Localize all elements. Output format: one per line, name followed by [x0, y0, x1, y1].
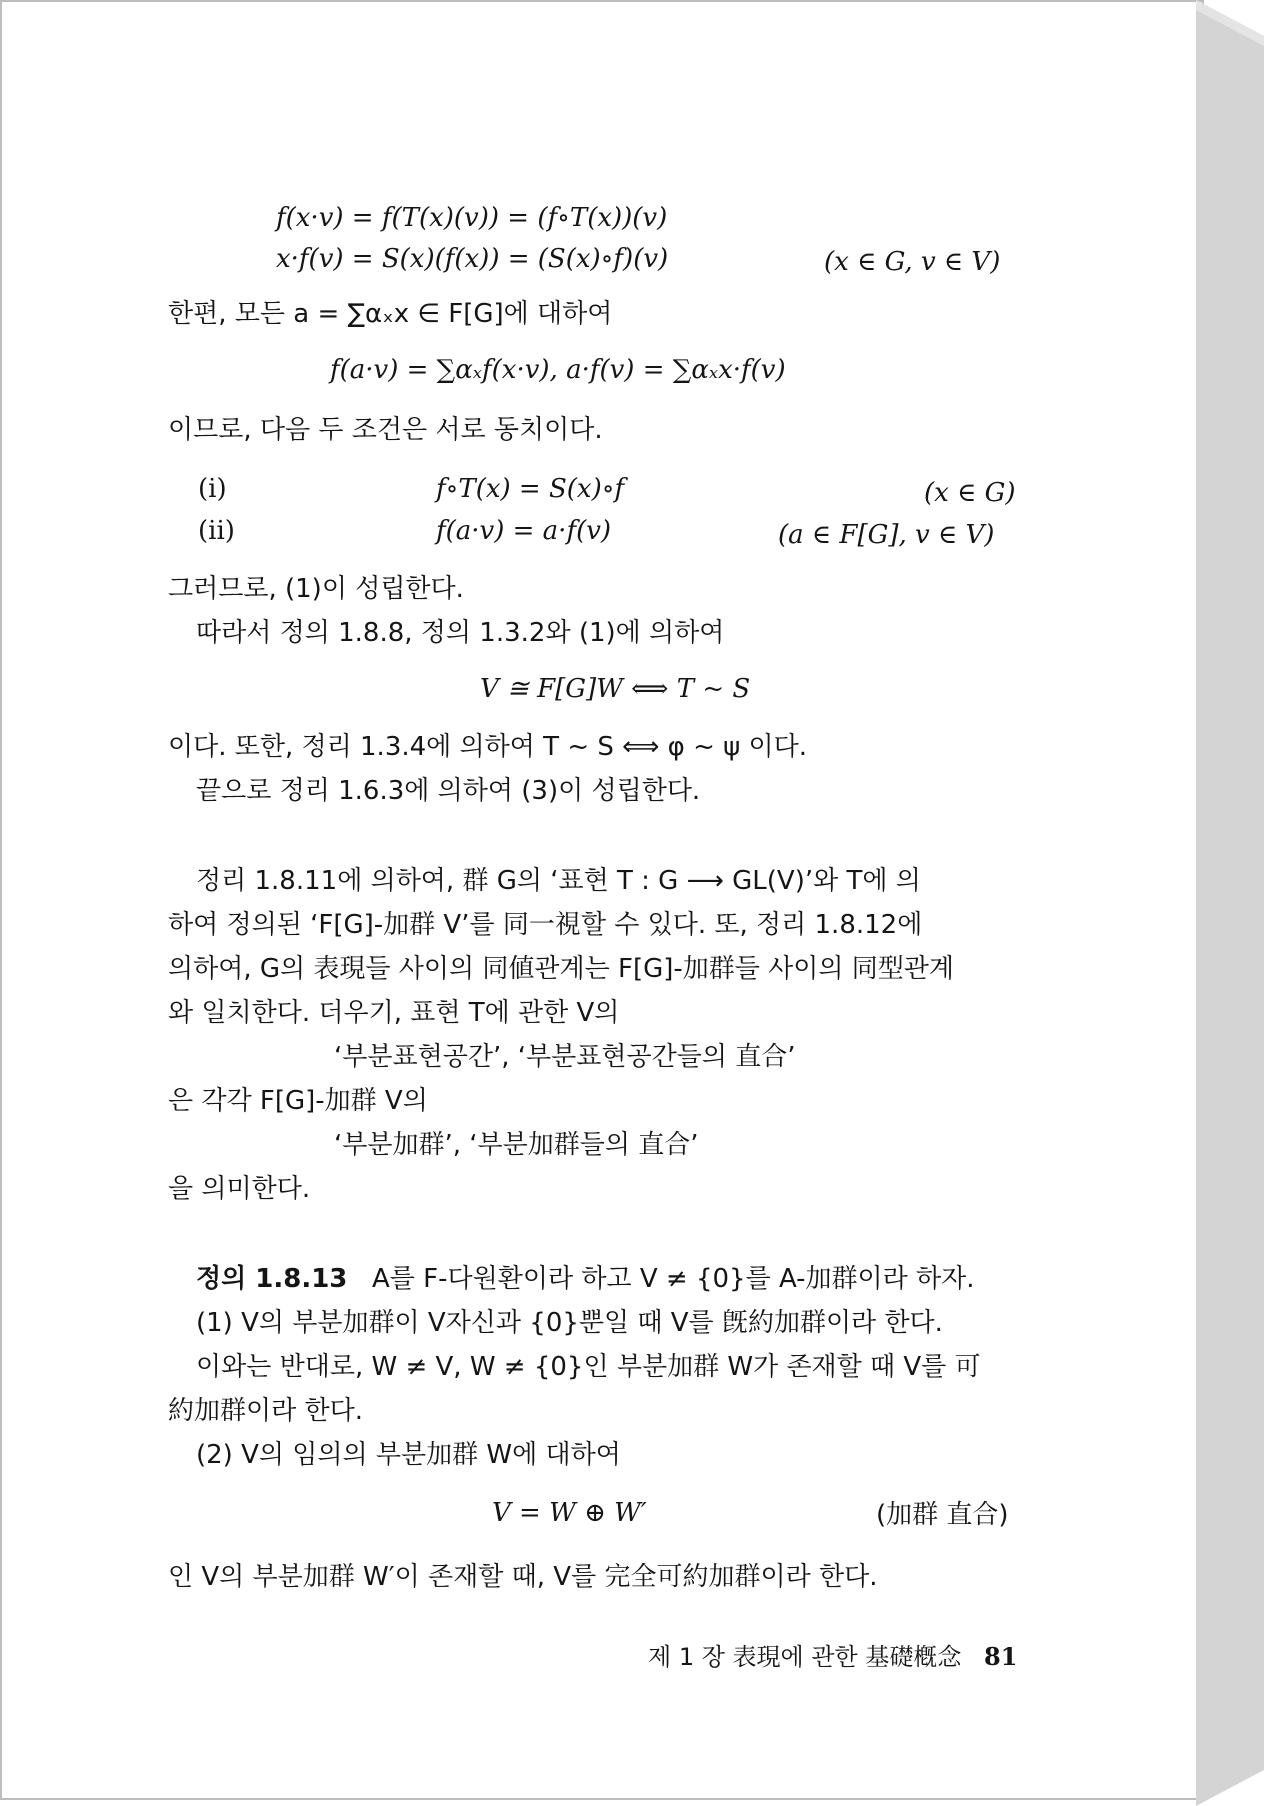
paragraph-2-line-2: 하여 정의된 ‘F[G]-加群 V’를 同一視할 수 있다. 또, 정리 1.8.12에 [168, 910, 923, 940]
paragraph-2-line-6: 은 각각 F[G]-加群 V의 [168, 1086, 428, 1116]
text-geureomuro: 그러므로, (1)이 성립한다. [168, 574, 464, 604]
paragraph-2-line-5: ‘부분표현공간’, ‘부분표현공간들의 直合’ [334, 1042, 796, 1072]
text-ida: 이다. 또한, 정리 1.3.4에 의하여 T ~ S ⟺ φ ~ ψ 이다. [168, 732, 808, 762]
paragraph-2-line-8: 을 의미한다. [168, 1174, 311, 1204]
equation-2-condition: (x ∈ G, v ∈ V) [824, 247, 1001, 277]
paragraph-2-line-3: 의하여, G의 表現들 사이의 同値관계는 F[G]-加群들 사이의 同型관계 [168, 954, 955, 984]
text-kkeut: 끝으로 정리 1.6.3에 의하여 (3)이 성립한다. [196, 776, 701, 806]
page-edge-shadow [1196, 0, 1272, 1806]
text-ttaraseo: 따라서 정의 1.8.8, 정의 1.3.2와 (1)에 의하여 [196, 618, 725, 648]
paragraph-2-line-7: ‘부분加群’, ‘부분加群들의 直合’ [334, 1130, 699, 1160]
condition-2-label: (ii) [198, 516, 235, 546]
definition-line-5: (2) V의 임의의 부분加群 W에 대하여 [196, 1440, 621, 1470]
definition-line-3: 이와는 반대로, W ≠ V, W ≠ {0}인 부분加群 W가 존재할 때 V를 可 [196, 1352, 981, 1382]
definition-line-6: 인 V의 부분加群 W′이 존재할 때, V를 完全可約加群이라 한다. [168, 1562, 878, 1592]
equation-3: f(a·v) = ∑αₓf(x·v), a·f(v) = ∑αₓx·f(v) [330, 355, 786, 385]
paragraph-2-line-1: 정리 1.8.11에 의하여, 群 G의 ‘표현 T : G ⟶ GL(V)’와 T에 의 [196, 866, 921, 896]
equation-1: f(x·v) = f(T(x)(v)) = (f∘T(x))(v) [276, 203, 668, 233]
text-imuro: 이므로, 다음 두 조건은 서로 동치이다. [168, 415, 603, 445]
equation-4: V ≅ F[G]W ⟺ T ~ S [480, 674, 751, 704]
definition-line-2: (1) V의 부분加群이 V자신과 {0}뿐일 때 V를 旣約加群이라 한다. [196, 1308, 943, 1338]
paragraph-2-line-4: 와 일치한다. 더우기, 표현 T에 관한 V의 [168, 998, 620, 1028]
running-footer: 제 1 장 表現에 관한 基礎槪念 [648, 1643, 962, 1671]
page-number: 81 [984, 1642, 1018, 1671]
text-hanpyeon: 한편, 모든 a = ∑αₓx ∈ F[G]에 대하여 [168, 299, 613, 329]
condition-2-equation: f(a·v) = a·f(v) [436, 516, 612, 546]
equation-2: x·f(v) = S(x)(f(x)) = (S(x)∘f)(v) [276, 244, 669, 274]
definition-line-1: A를 F-다원환이라 하고 V ≠ {0}를 A-加群이라 하자. [372, 1264, 975, 1294]
condition-1-domain: (x ∈ G) [924, 478, 1016, 508]
condition-1-label: (i) [198, 474, 227, 504]
condition-2-domain: (a ∈ F[G], v ∈ V) [778, 520, 995, 550]
equation-5: V = W ⊕ W′ [492, 1498, 647, 1528]
equation-5-label: (加群 直合) [876, 1500, 1009, 1530]
condition-1-equation: f∘T(x) = S(x)∘f [436, 474, 625, 504]
definition-line-4: 約加群이라 한다. [168, 1396, 363, 1426]
definition-heading: 정의 1.8.13 [196, 1264, 348, 1294]
